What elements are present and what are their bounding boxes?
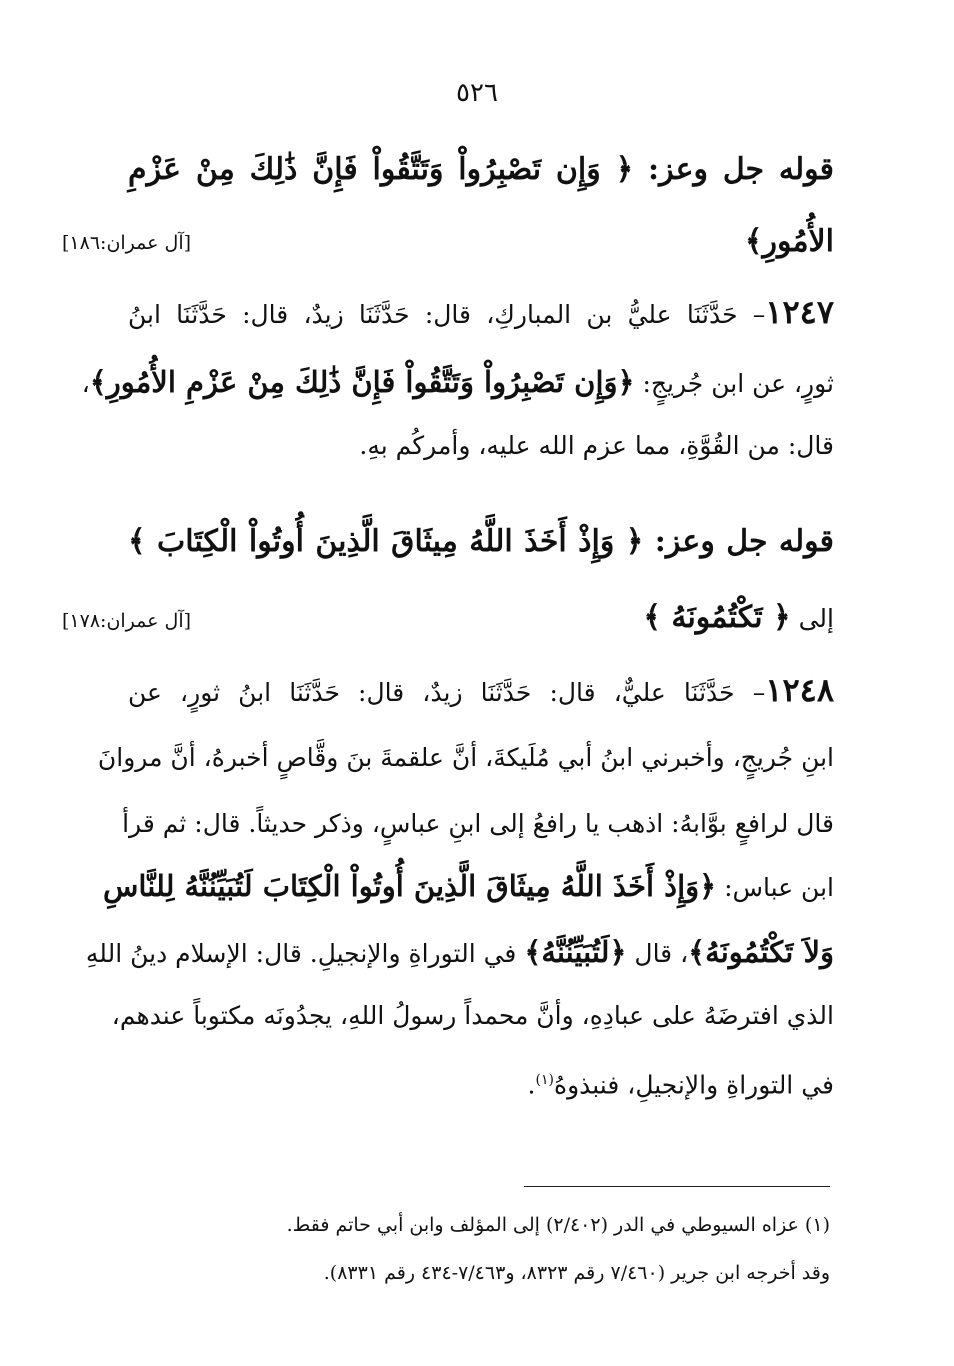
section2-heading-line1: قوله جل وعز: ﴿ وَإِذْ أَخَذَ اللَّهُ مِيثَاقَ الَّذِينَ أُوتُواْ الْكِتَابَ ﴾ [128,524,834,559]
section1-quran-reference: [آل عمران:١٨٦] [62,232,192,254]
hadith-text: – حَدَّثَنَا عليُّ بن المباركِ، قال: حَدَّثَنَا زيدٌ، قال: حَدَّثَنَا ابنُ [128,300,766,329]
footnote-separator [524,1186,830,1187]
footnote-marker: (١) [535,1072,554,1088]
hadith-1248-line5 [85,932,834,974]
section1-heading-line2: الأُمُورِ﴾ [744,224,834,259]
hadith-text: . [527,1070,536,1100]
page-number: ٥٢٦ [456,78,498,108]
quran-quote: ﴿وَإِذْ أَخَذَ اللَّهُ مِيثَاقَ الَّذِينَ أُوتُواْ الْكِتَابَ لَتُبَيِّنُنَّهُ لِلنَّاسِ [102,869,717,903]
hadith-1248-line6: الذي افترضَهُ على عبادِهِ، وأنَّ محمداً رسولُ اللهِ، يجدُونَه مكتوباً عندهم، [111,1001,834,1030]
hadith-1248-line1 [128,670,834,713]
hadith-text: ثورٍ، عن ابن جُريجٍ: [634,369,834,398]
heading-text: إلى [790,604,834,633]
hadith-1247-line2 [81,362,834,404]
hadith-number: ١٢٤٨ [765,671,834,709]
hadith-1248-line2: ابنِ جُريجٍ، وأخبرني ابنُ أبي مُلَيكةَ، أنَّ علقمةَ بنَ وقَّاصٍ أخبرهُ، أنَّ مروانَ [97,743,834,772]
hadith-text: ابن عباس: [716,873,834,902]
section2-quran-reference: [آل عمران:١٧٨] [62,610,192,632]
footnote-1-continued: وقد أخرجه ابن جرير (٧/٤٦٠ رقم ٨٣٢٣، و٧/٤٦٣-٤٣٤ رقم ٨٣٣١). [323,1262,830,1284]
hadith-text: – حَدَّثَنَا عليٌّ، قال: حَدَّثَنَا زيدٌ، قال: حَدَّثَنَا ابنُ ثورٍ، عن [128,678,766,707]
hadith-text: في التوراةِ والإنجيلِ. قال: الإسلام دينُ اللهِ [85,939,525,968]
section1-heading-line1: قوله جل وعز: ﴿ وَإِن تَصْبِرُواْ وَتَتَّقُواْ فَإِنَّ ذَٰلِكَ مِنْ عَزْمِ [128,152,834,187]
hadith-text: ، [81,369,90,398]
quran-quote: ﴿لَتُبَيِّنُنَّهُ﴾ [524,935,627,969]
hadith-text: ، قال [626,939,689,968]
hadith-1248-line4 [102,866,834,908]
hadith-1247-line3: قال: من القُوَّةِ، مما عزم الله عليه، وأمركُم بهِ. [359,431,834,460]
quran-quote: وَلاَ تَكْتُمُونَهُ﴾ [688,935,834,969]
hadith-1248-line3: قال لرافعٍ بوَّابهُ: اذهب يا رافعُ إلى ابنِ عباسٍ، وذكر حديثاً. قال: ثم قرأ [122,809,834,838]
quran-quote: ﴿ تَكْتُمُونَهُ ﴾ [643,600,791,635]
quran-quote: ﴿وَإِن تَصْبِرُواْ وَتَتَّقُواْ فَإِنَّ ذَٰلِكَ مِنْ عَزْمِ الأُمُورِ﴾ [89,365,635,399]
hadith-number: ١٢٤٧ [765,293,834,331]
hadith-text: في التوراةِ والإنجيلِ، فنبذوهُ [553,1070,834,1100]
section2-heading-line2 [128,598,834,639]
hadith-1247-line1 [128,292,834,335]
footnote-1: (١) عزاه السيوطي في الدر (٢/٤٠٢) إلى المؤلف وابن أبي حاتم فقط. [286,1214,830,1236]
hadith-1248-line7 [128,1060,834,1105]
